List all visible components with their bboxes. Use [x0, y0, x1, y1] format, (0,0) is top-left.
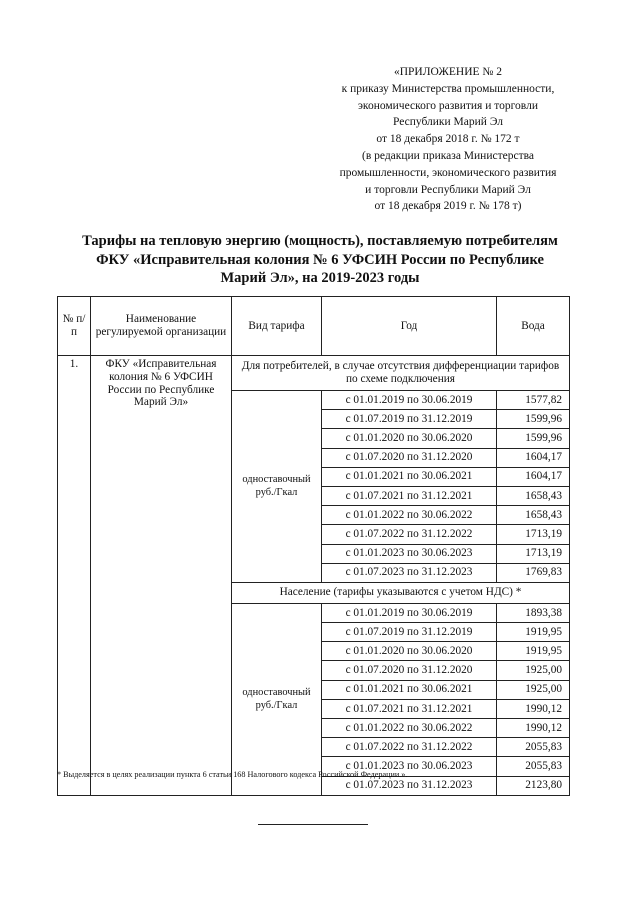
value-cell: 1713,19 [497, 544, 570, 563]
period-cell: с 01.07.2023 по 31.12.2023 [322, 776, 497, 795]
row-number: 1. [58, 356, 91, 796]
value-cell: 1919,95 [497, 642, 570, 661]
value-cell: 1925,00 [497, 661, 570, 680]
value-cell: 1893,38 [497, 603, 570, 622]
period-cell: с 01.07.2019 по 31.12.2019 [322, 623, 497, 642]
title-line: ФКУ «Исправительная колония № 6 УФСИН России по Республике [96, 251, 544, 268]
header-num: № п/п [58, 297, 91, 356]
value-cell: 2123,80 [497, 776, 570, 795]
header-line: от 18 декабря 2018 г. № 172 т [376, 133, 520, 146]
value-cell: 1604,17 [497, 448, 570, 467]
value-cell: 2055,83 [497, 757, 570, 776]
period-cell: с 01.01.2023 по 30.06.2023 [322, 757, 497, 776]
group-title: Население (тарифы указываются с учетом НДС) * [232, 582, 570, 603]
title-line: Марий Эл», на 2019-2023 годы [220, 270, 420, 286]
period-cell: с 01.07.2023 по 31.12.2023 [322, 563, 497, 582]
header-line: Республики Марий Эл [392, 116, 503, 129]
header-org: Наименование регулируемой организации [91, 297, 232, 356]
signature-line [258, 824, 368, 825]
value-cell: 1919,95 [497, 623, 570, 642]
value-cell: 1658,43 [497, 506, 570, 525]
header-line: (в редакции приказа Министерства [361, 149, 534, 162]
period-cell: с 01.07.2022 по 31.12.2022 [322, 738, 497, 757]
header-type: Вид тарифа [232, 297, 322, 356]
value-cell: 1769,83 [497, 563, 570, 582]
organization-name: ФКУ «Исправительная колония № 6 УФСИН России по Республике Марий Эл» [91, 356, 232, 796]
value-cell: 1990,12 [497, 719, 570, 738]
period-cell: с 01.01.2020 по 30.06.2020 [322, 429, 497, 448]
header-value: Вода [497, 297, 570, 356]
header-line: от 18 декабря 2019 г. № 178 т) [374, 200, 522, 213]
footnote: * Выделяется в целях реализации пункта 6 статьи 168 Налогового кодекса Российской Федерации.». [57, 770, 408, 779]
tariff-type: одноставочный руб./Гкал [232, 391, 322, 583]
header-line: к приказу Министерства промышленности, [341, 82, 555, 95]
period-cell: с 01.01.2021 по 30.06.2021 [322, 467, 497, 486]
period-cell: с 01.07.2019 по 31.12.2019 [322, 410, 497, 429]
header-line: экономического развития и торговли [358, 99, 538, 112]
group-title: Для потребителей, в случае отсутствия дифференциации тарифов по схеме подключения [232, 356, 570, 391]
value-cell: 1658,43 [497, 486, 570, 505]
tariff-type: одноставочный руб./Гкал [232, 603, 322, 795]
value-cell: 1713,19 [497, 525, 570, 544]
period-cell: с 01.01.2020 по 30.06.2020 [322, 642, 497, 661]
period-cell: с 01.07.2020 по 31.12.2020 [322, 661, 497, 680]
period-cell: с 01.01.2021 по 30.06.2021 [322, 680, 497, 699]
value-cell: 1599,96 [497, 410, 570, 429]
period-cell: с 01.01.2022 по 30.06.2022 [322, 719, 497, 738]
period-cell: с 01.01.2019 по 30.06.2019 [322, 603, 497, 622]
period-cell: с 01.01.2023 по 30.06.2023 [322, 544, 497, 563]
value-cell: 1925,00 [497, 680, 570, 699]
header-line: и торговли Республики Марий Эл [365, 183, 531, 196]
header-period: Год [322, 297, 497, 356]
value-cell: 2055,83 [497, 738, 570, 757]
period-cell: с 01.07.2021 по 31.12.2021 [322, 486, 497, 505]
header-line: промышленности, экономического развития [339, 166, 557, 179]
value-cell: 1604,17 [497, 467, 570, 486]
period-cell: с 01.01.2019 по 30.06.2019 [322, 391, 497, 410]
tariff-table [57, 296, 570, 796]
value-cell: 1990,12 [497, 699, 570, 718]
value-cell: 1599,96 [497, 429, 570, 448]
table-header-row [58, 297, 570, 356]
title-line: Тарифы на тепловую энергию (мощность), поставляемую потребителям [82, 233, 558, 249]
value-cell: 1577,82 [497, 391, 570, 410]
document-title [40, 232, 600, 288]
header-line: «ПРИЛОЖЕНИЕ № 2 [393, 66, 502, 78]
appendix-header [318, 64, 578, 215]
period-cell: с 01.01.2022 по 30.06.2022 [322, 506, 497, 525]
period-cell: с 01.07.2020 по 31.12.2020 [322, 448, 497, 467]
period-cell: с 01.07.2021 по 31.12.2021 [322, 699, 497, 718]
group-header-row [58, 356, 570, 391]
period-cell: с 01.07.2022 по 31.12.2022 [322, 525, 497, 544]
